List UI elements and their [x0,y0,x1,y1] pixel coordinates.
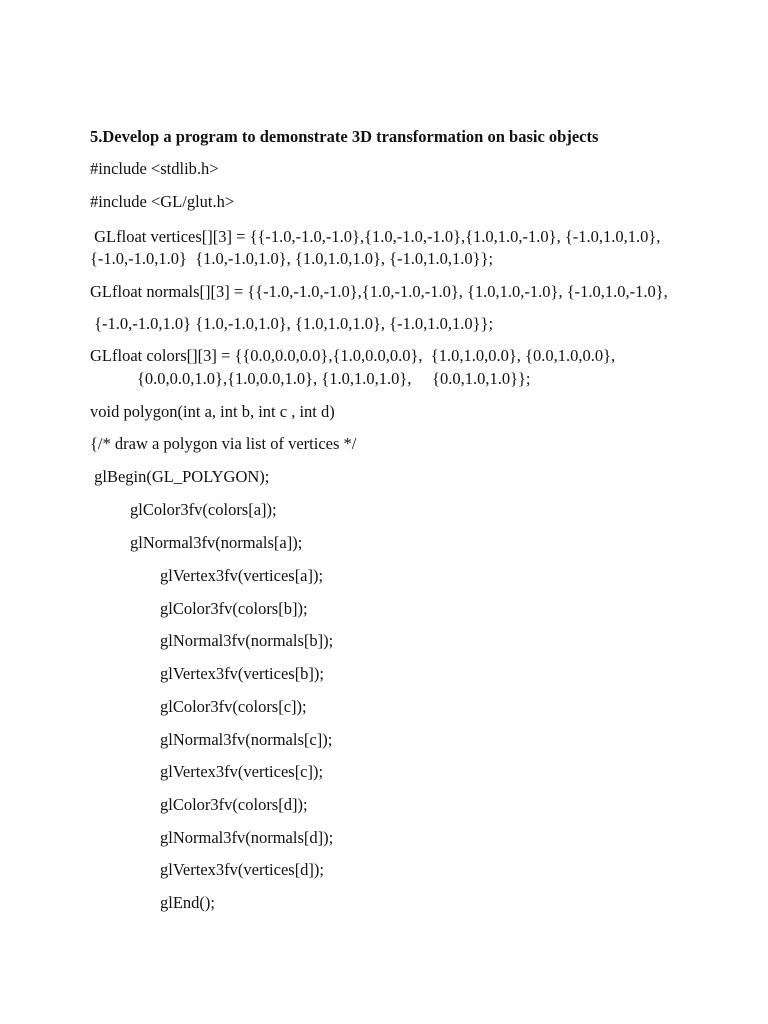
code-line: {0.0,0.0,1.0},{1.0,0.0,1.0}, {1.0,1.0,1.0}, {0.0,1.0,1.0}}; [137,369,531,388]
code-line: glColor3fv(colors[d]); [160,795,308,814]
code-line: GLfloat colors[][3] = {{0.0,0.0,0.0},{1.0,0.0,0.0}, {1.0,1.0,0.0}, {0.0,1.0,0.0}, [90,346,616,365]
code-line: glNormal3fv(normals[c]); [160,730,333,749]
code-line: glEnd(); [160,893,215,912]
code-line: glVertex3fv(vertices[d]); [160,860,325,879]
code-line: glVertex3fv(vertices[b]); [160,664,325,683]
code-line: void polygon(int a, int b, int c , int d) [90,402,335,421]
code-line: {-1.0,-1.0,1.0} {1.0,-1.0,1.0}, {1.0,1.0,1.0}, {-1.0,1.0,1.0}}; [90,314,494,333]
code-line: glNormal3fv(normals[d]); [160,828,334,847]
code-line: glVertex3fv(vertices[a]); [160,566,324,585]
code-line: {-1.0,-1.0,1.0} {1.0,-1.0,1.0}, {1.0,1.0,1.0}, {-1.0,1.0,1.0}}; [90,249,494,268]
code-line: GLfloat vertices[][3] = {{-1.0,-1.0,-1.0},{1.0,-1.0,-1.0},{1.0,1.0,-1.0}, {-1.0,1.0,1.0}, [90,227,661,246]
code-line: #include <GL/glut.h> [90,192,235,211]
code-line: glVertex3fv(vertices[c]); [160,762,324,781]
code-line: {/* draw a polygon via list of vertices */ [90,434,357,453]
code-line: glColor3fv(colors[c]); [160,697,307,716]
code-line: glColor3fv(colors[b]); [160,599,308,618]
code-line: glBegin(GL_POLYGON); [90,467,270,486]
code-line: glColor3fv(colors[a]); [130,500,277,519]
code-line: GLfloat normals[][3] = {{-1.0,-1.0,-1.0},{1.0,-1.0,-1.0}, {1.0,1.0,-1.0}, {-1.0,1.0,-1.0}, [90,282,668,301]
code-line: glNormal3fv(normals[b]); [160,631,334,650]
section-heading: 5.Develop a program to demonstrate 3D transformation on basic objects [90,127,599,146]
code-line: glNormal3fv(normals[a]); [130,533,303,552]
code-line: #include <stdlib.h> [90,159,219,178]
